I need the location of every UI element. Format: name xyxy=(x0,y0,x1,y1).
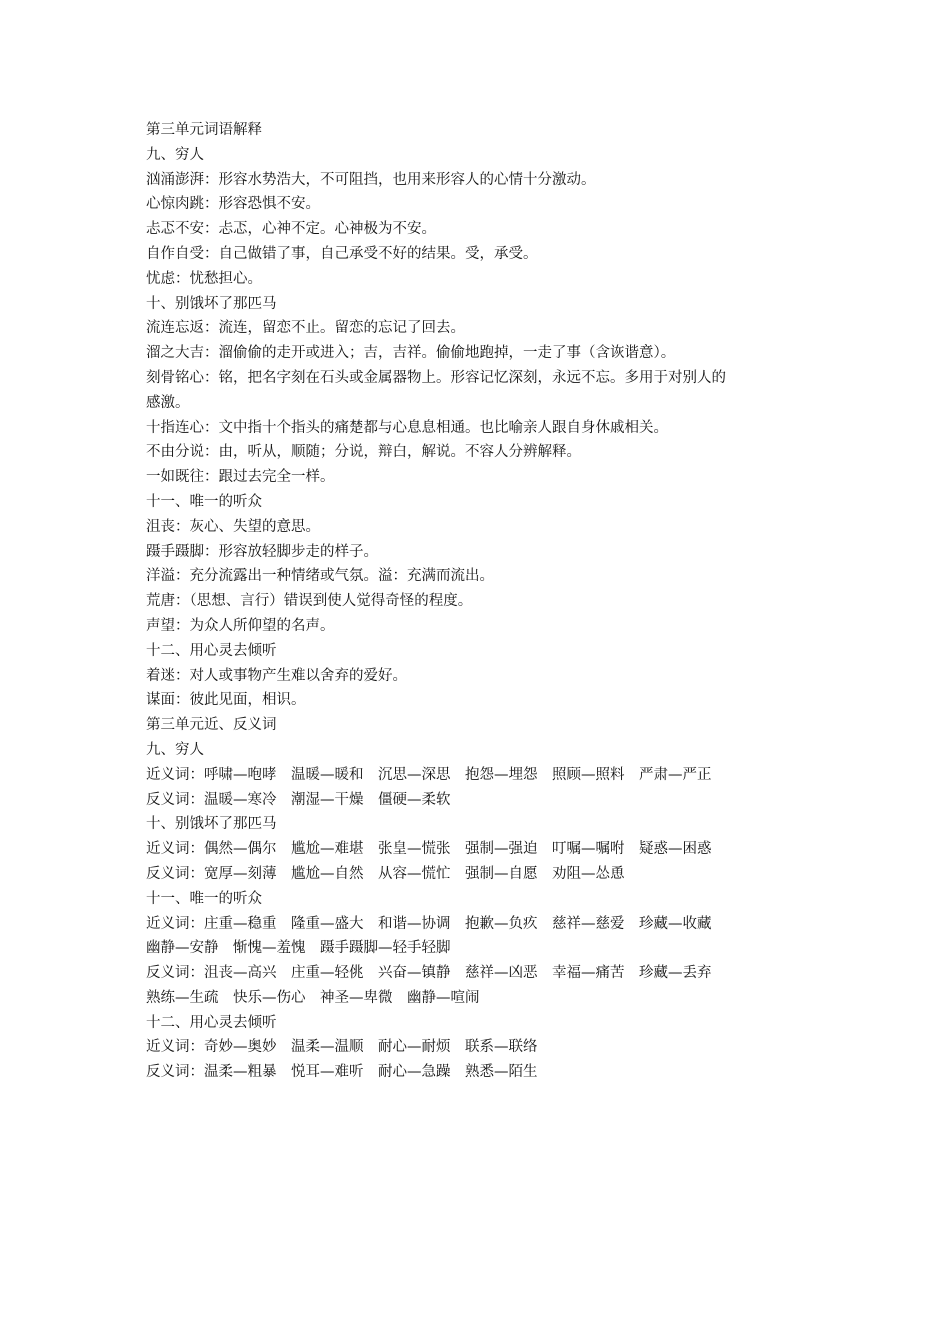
unit-title-synonyms: 第三单元近、反义词 xyxy=(146,717,277,734)
section-heading: 十一、唯一的听众 xyxy=(146,890,262,907)
antonym-line: 反义词：温暖—寒冷 潮湿—干燥 僵硬—柔软 xyxy=(146,791,451,808)
definition-line: 溜之大吉：溜偷偷的走开或进入；吉，吉祥。偷偷地跑掉，一走了事（含诙谐意）。 xyxy=(146,345,676,362)
definition-line-continued: 感激。 xyxy=(146,394,190,411)
definition-line: 汹涌澎湃：形容水势浩大，不可阻挡，也用来形容人的心情十分激动。 xyxy=(146,171,596,188)
definition-line: 自作自受：自己做错了事，自己承受不好的结果。受，承受。 xyxy=(146,245,538,262)
definition-line: 流连忘返：流连，留恋不止。留恋的忘记了回去。 xyxy=(146,320,465,337)
section-heading: 十二、用心灵去倾听 xyxy=(146,642,277,659)
definition-line: 刻骨铭心：铭，把名字刻在石头或金属器物上。形容记忆深刻，永远不忘。多用于对别人的 xyxy=(146,369,726,386)
definition-line: 着迷：对人或事物产生难以舍弃的爱好。 xyxy=(146,667,407,684)
definition-line: 荒唐：（思想、言行）错误到使人觉得奇怪的程度。 xyxy=(146,593,473,610)
section-heading: 十、别饿坏了那匹马 xyxy=(146,816,277,833)
definition-line: 蹑手蹑脚：形容放轻脚步走的样子。 xyxy=(146,543,378,560)
definition-line: 忐忑不安：忐忑，心神不定。心神极为不安。 xyxy=(146,221,436,238)
definition-line: 一如既往：跟过去完全一样。 xyxy=(146,469,335,486)
unit-title-explanations: 第三单元词语解释 xyxy=(146,122,262,138)
section-heading: 十、别饿坏了那匹马 xyxy=(146,295,277,312)
synonym-line: 近义词：庄重—稳重 隆重—盛大 和谐—协调 抱歉—负疚 慈祥—慈爱 珍藏—收藏 xyxy=(146,915,712,932)
document-body xyxy=(146,118,814,1085)
synonym-line: 近义词：呼啸—咆哮 温暖—暖和 沉思—深思 抱怨—埋怨 照顾—照料 严肃—严正 xyxy=(146,766,712,783)
synonym-line-continued: 幽静—安静 惭愧—羞愧 蹑手蹑脚—轻手轻脚 xyxy=(146,940,451,957)
section-heading: 九、穷人 xyxy=(146,741,204,758)
section-heading: 九、穷人 xyxy=(146,146,204,163)
synonym-line: 近义词：奇妙—奥妙 温柔—温顺 耐心—耐烦 联系—联络 xyxy=(146,1039,538,1056)
definition-line: 洋溢：充分流露出一种情绪或气氛。溢：充满而流出。 xyxy=(146,568,494,585)
definition-line: 心惊肉跳：形容恐惧不安。 xyxy=(146,196,320,213)
antonym-line: 反义词：宽厚—刻薄 尴尬—自然 从容—慌忙 强制—自愿 劝阻—怂恿 xyxy=(146,865,625,882)
definition-line: 声望：为众人所仰望的名声。 xyxy=(146,617,335,634)
antonym-line: 反义词：沮丧—高兴 庄重—轻佻 兴奋—镇静 慈祥—凶恶 幸福—痛苦 珍藏—丢弃 xyxy=(146,965,712,982)
synonym-line: 近义词：偶然—偶尔 尴尬—难堪 张皇—慌张 强制—强迫 叮嘱—嘱咐 疑惑—困惑 xyxy=(146,841,712,858)
section-heading: 十一、唯一的听众 xyxy=(146,493,262,510)
definition-line: 不由分说：由，听从，顺随；分说，辩白，解说。不容人分辨解释。 xyxy=(146,444,581,461)
definition-line: 忧虑：忧愁担心。 xyxy=(146,270,262,287)
definition-line: 谋面：彼此见面，相识。 xyxy=(146,692,306,709)
antonym-line-continued: 熟练—生疏 快乐—伤心 神圣—卑微 幽静—喧闹 xyxy=(146,989,480,1006)
section-heading: 十二、用心灵去倾听 xyxy=(146,1014,277,1031)
definition-line: 十指连心：文中指十个指头的痛楚都与心息息相通。也比喻亲人跟自身休戚相关。 xyxy=(146,419,668,436)
antonym-line: 反义词：温柔—粗暴 悦耳—难听 耐心—急躁 熟悉—陌生 xyxy=(146,1064,538,1081)
definition-line: 沮丧：灰心、失望的意思。 xyxy=(146,518,320,535)
